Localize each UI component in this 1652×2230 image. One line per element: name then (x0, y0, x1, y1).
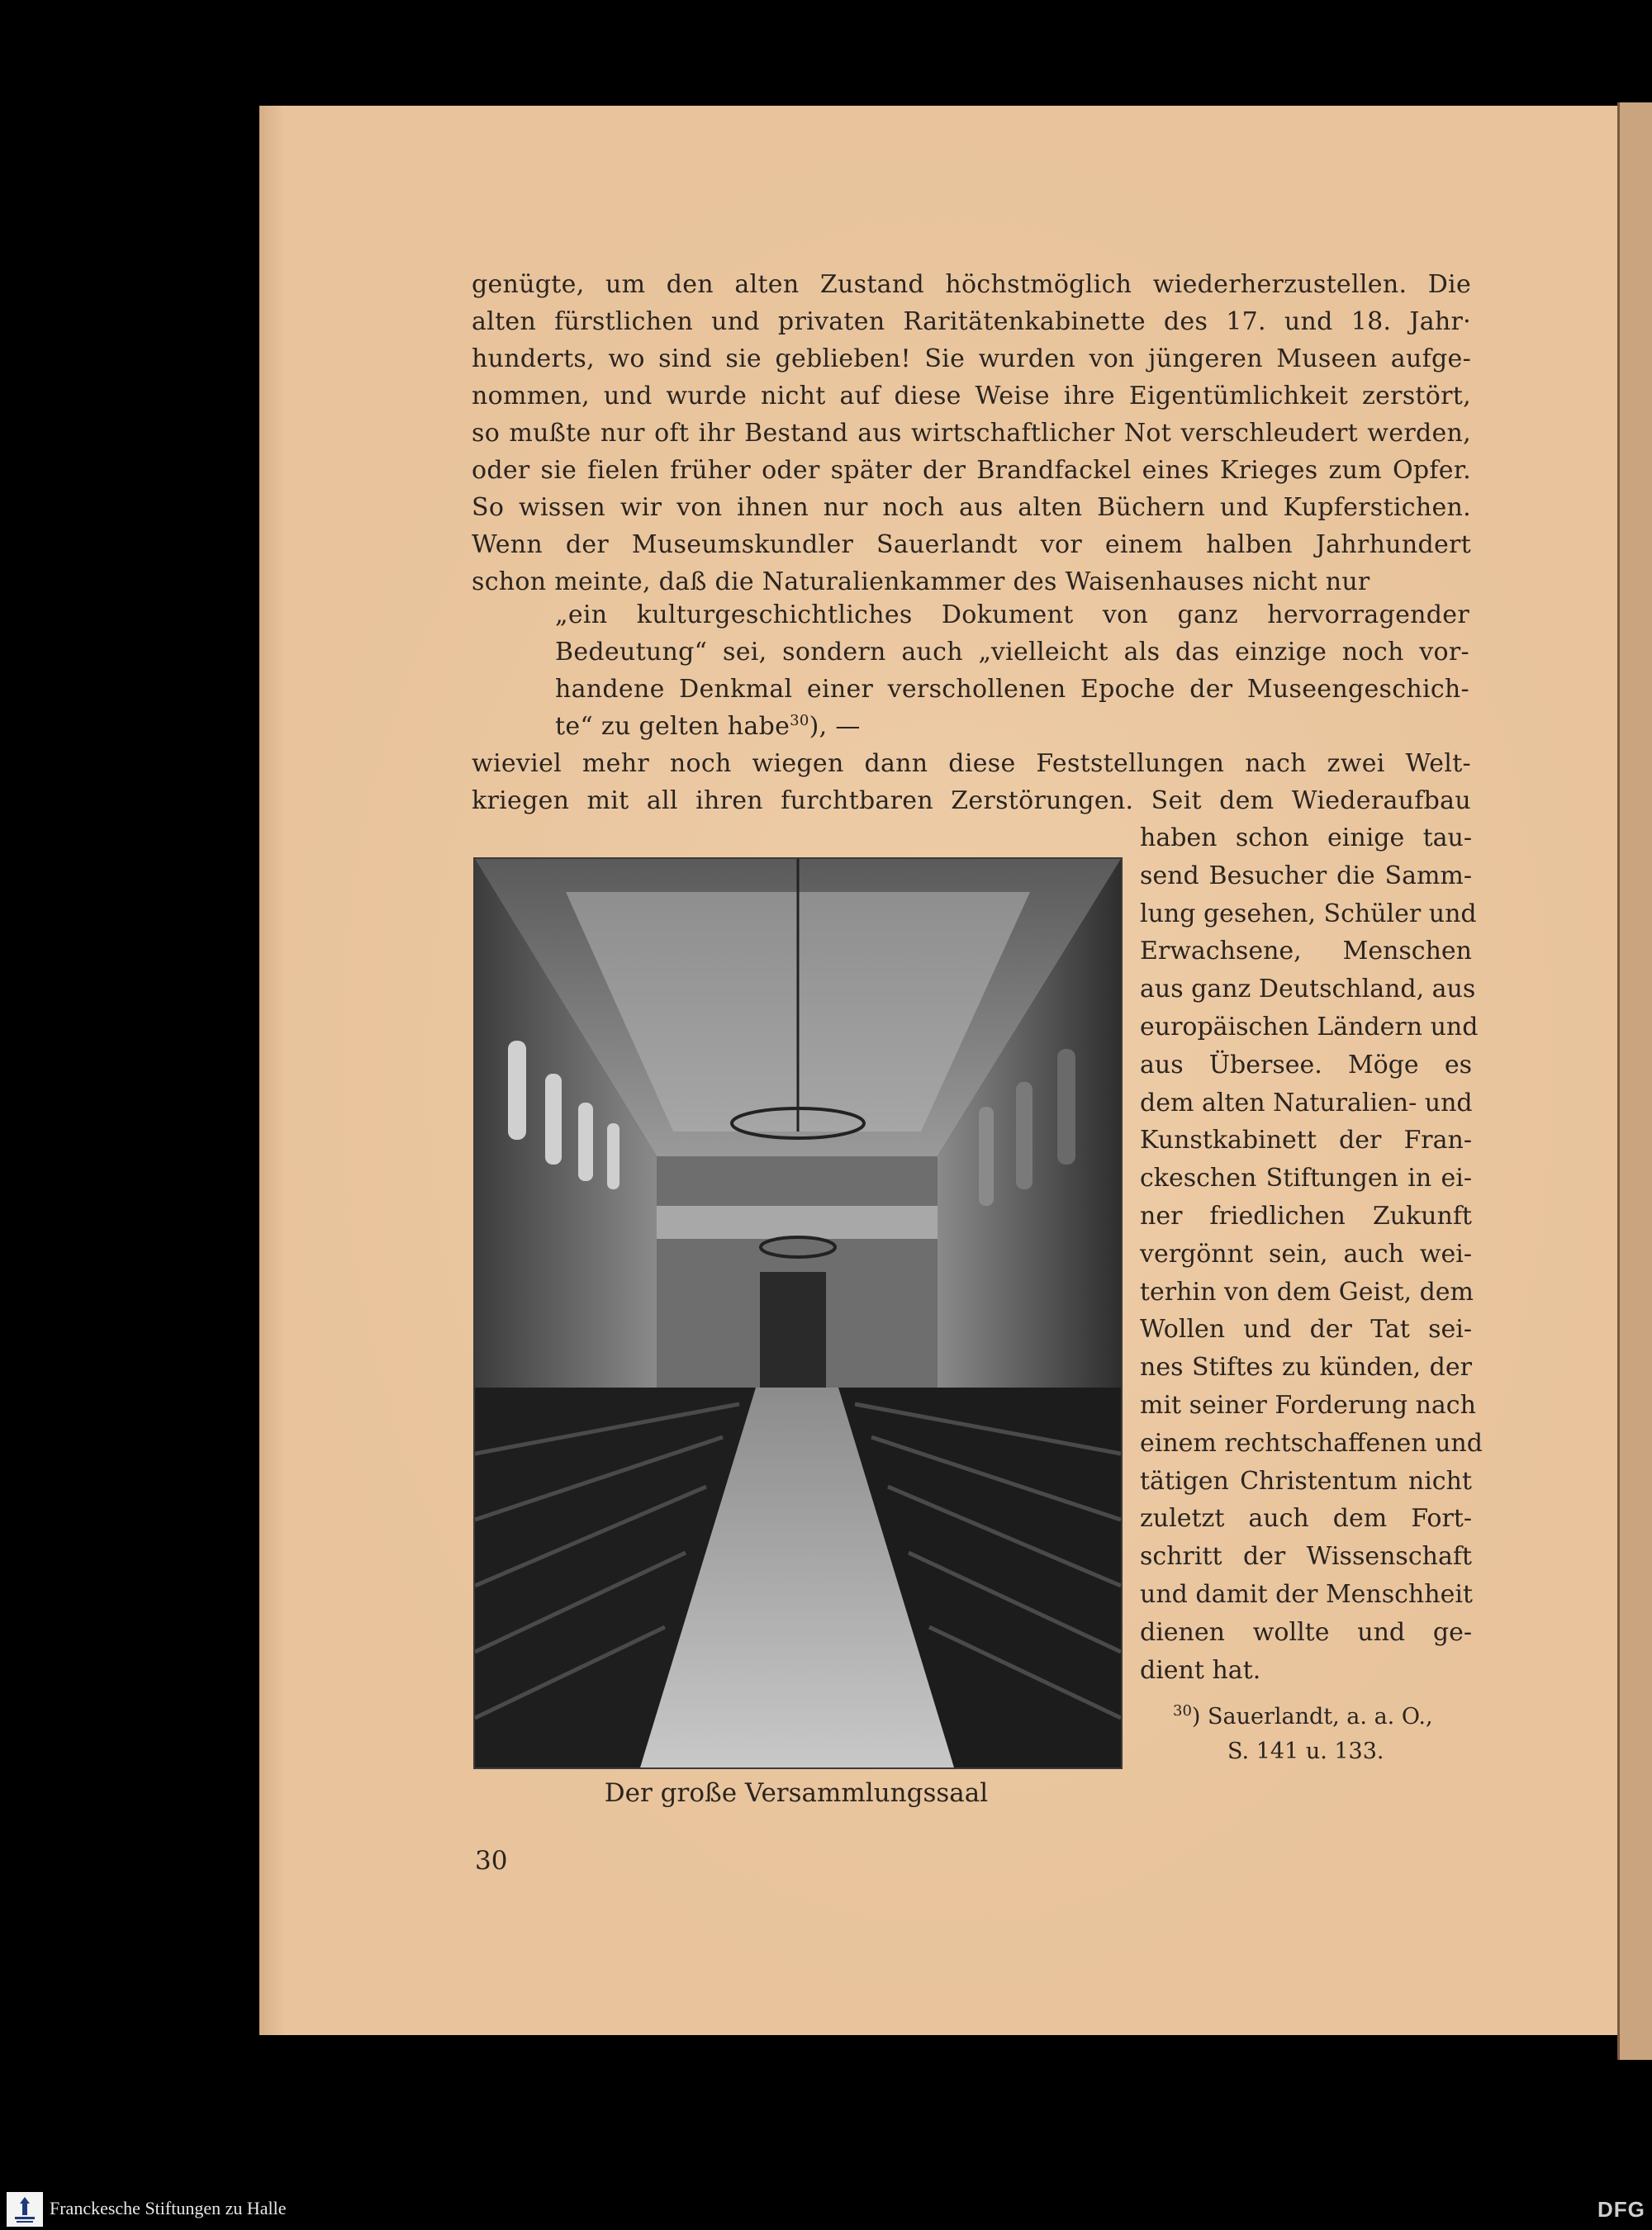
side-line: Erwachsene, Menschen (1140, 937, 1472, 966)
footnote-text: ) Sauerlandt, a. a. O., (1191, 1704, 1433, 1729)
hall-illustration (475, 859, 1121, 1767)
quote-line: Bedeutung“ sei, sondern auch „vielleicht als das einzige noch vor- (555, 638, 1469, 667)
page-number: 30 (475, 1846, 508, 1876)
paragraph-2 (472, 745, 1471, 819)
block-quote (555, 596, 1469, 745)
quote-last-tail: ), — (809, 712, 861, 741)
side-line: europäischen Ländern und (1140, 1012, 1479, 1041)
side-line: dem alten Naturalien- und (1140, 1088, 1473, 1117)
paragraph-1 (472, 266, 1471, 600)
text-line: Wenn der Museumskundler Sauerlandt vor einem halben Jahrhundert (472, 530, 1471, 559)
quote-line: handene Denkmal einer verschollenen Epoche der Museengeschich- (555, 675, 1469, 704)
facing-page-edge (1617, 102, 1652, 2060)
side-line: mit seiner Forderung nach (1140, 1390, 1476, 1420)
side-line: haben schon einige tau- (1140, 823, 1472, 852)
side-line: dienen wollte und ge- (1140, 1617, 1472, 1647)
text-line: genügte, um den alten Zustand höchstmöglich wiederherzustellen. Die (472, 270, 1471, 299)
quote-line: „ein kulturgeschichtliches Dokument von ganz hervorragender (555, 600, 1469, 629)
footnote (1173, 1700, 1470, 1769)
side-line: Wollen und der Tat sei- (1140, 1315, 1472, 1345)
text-line: hunderts, wo sind sie geblieben! Sie wurden von jüngeren Museen aufge- (472, 344, 1471, 373)
text-line: kriegen mit all ihren furchtbaren Zerstörungen. Seit dem Wiederaufbau (472, 786, 1471, 815)
side-line: lung gesehen, Schüler und (1140, 899, 1477, 928)
text-line: wieviel mehr noch wiegen dann diese Feststellungen nach zwei Welt- (472, 749, 1471, 778)
side-line: und damit der Menschheit (1140, 1579, 1473, 1609)
text-line: schon meinte, daß die Naturalienkammer des Waisenhauses nicht nur (472, 567, 1370, 596)
institution-name: Franckesche Stiftungen zu Halle (50, 2198, 287, 2218)
side-line: vergönnt sein, auch wei- (1140, 1239, 1472, 1269)
dfg-logo[interactable]: DFG (1597, 2197, 1645, 2222)
side-line: aus ganz Deutschland, aus (1140, 975, 1476, 1004)
text-line: oder sie fielen früher oder später der Brandfackel eines Krieges zum Opfer. (472, 456, 1471, 485)
side-line: einem rechtschaffenen und (1140, 1428, 1483, 1458)
side-line: send Besucher die Samm- (1140, 861, 1472, 890)
side-line: zuletzt auch dem Fort- (1140, 1504, 1472, 1534)
text-line: alten fürstlichen und privaten Raritätenkabinette des 17. und 18. Jahr· (472, 307, 1471, 336)
text-line: so mußte nur oft ihr Bestand aus wirtschaftlicher Not verschleudert werden, (472, 419, 1471, 448)
side-line: nes Stiftes zu künden, der (1140, 1353, 1472, 1383)
text-line: So wissen wir von ihnen nur noch aus alten Büchern und Kupferstichen. (472, 493, 1471, 522)
text-line: nommen, und wurde nicht auf diese Weise ihre Eigentümlichkeit zerstört, (472, 382, 1471, 410)
footnote-reference: 30 (790, 712, 809, 729)
footnote-line (1173, 1700, 1470, 1734)
footnote-number: 30 (1173, 1702, 1192, 1720)
quote-last-text: te“ zu gelten habe (555, 712, 790, 741)
side-column-text (1140, 819, 1483, 1689)
seal-graphic (7, 2192, 43, 2227)
footnote-line: S. 141 u. 133. (1227, 1739, 1384, 1764)
side-line: ner friedlichen Zukunft (1140, 1201, 1472, 1231)
hall-photograph (473, 857, 1123, 1769)
side-line: tätigen Christentum nicht (1140, 1466, 1472, 1496)
side-line: aus Übersee. Möge es (1140, 1050, 1472, 1079)
institution-seal-icon[interactable] (7, 2192, 43, 2227)
side-line: ckeschen Stiftungen in ei- (1140, 1164, 1472, 1193)
side-line: dient hat. (1140, 1655, 1261, 1685)
side-line: schritt der Wissenschaft (1140, 1542, 1472, 1572)
photo-caption: Der große Versammlungssaal (604, 1778, 989, 1808)
side-line: Kunstkabinett der Fran- (1140, 1126, 1472, 1155)
quote-line-last (555, 708, 1469, 745)
side-line: terhin von dem Geist, dem (1140, 1277, 1474, 1307)
